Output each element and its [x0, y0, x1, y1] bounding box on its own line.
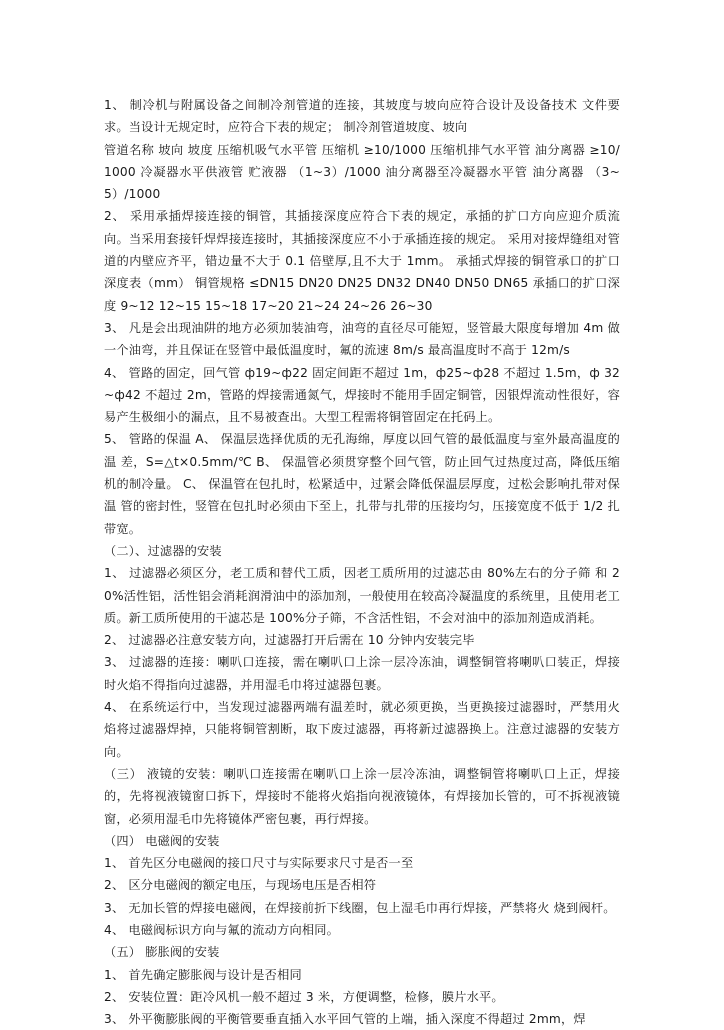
heading-solenoid-valve: （四） 电磁阀的安装: [104, 833, 220, 848]
heading-filter-install: （二）、过滤器的安装: [104, 543, 222, 558]
paragraph-expansion-3: 3、 外平衡膨胀阀的平衡管要垂直插入水平回气管的上端，插入深度不得超过 2mm，焊: [104, 1012, 586, 1027]
heading-expansion-valve: （五） 膨胀阀的安装: [104, 945, 220, 960]
paragraph-solenoid-1: 1、 首先区分电磁阀的接口尺寸与实际要求尺寸是否一至: [104, 856, 414, 871]
paragraph-pipe-insulation: 5、 管路的保温 A、 保温层选择优质的无孔海绵，厚度以回气管的最低温度与室外最高温度的温 差，S=△t×0.5mm/℃ B、 保温管必须贯穿整个回气管，防止回气过热度过高，降低压缩机的制冷量。 C、 保温管在包扎时，松紧适中，过紧会降低保温层厚度，过松会影响扎带对保温 管的密封性，竖管在包扎时必须由下至上，扎带与扎带的压接均匀，压接宽度不低于 1/2 扎带宽。: [104, 432, 620, 536]
paragraph-solenoid-2: 2、 区分电磁阀的额定电压，与现场电压是否相符: [104, 878, 377, 893]
paragraph-oil-trap: 3、 凡是会出现油阱的地方必须加装油弯，油弯的直径尽可能短，竖管最大限度每增加 4m 做一个油弯，并且保证在竖管中最低温度时，氟的流速 8m/s 最高温度时不高于 12m/s: [104, 320, 620, 358]
paragraph-socket-weld-copper: 2、 采用承插焊接连接的铜管，其插接深度应符合下表的规定，承插的扩口方向应迎介质流向。当采用套接钎焊焊接连接时，其插接深度应不小于承插连接的规定。 采用对接焊缝组对管道的内壁应齐平，错边量不大于 0.1 倍壁厚,且不大于 1mm。 承插式焊接的铜管承口的扩口深度表（mm） 铜管规格 ≤DN15 DN20 DN25 DN32 DN40 DN50 DN65 承插口的扩口深度 9~12 12~15 15~18 17~20 21~24 24~26 26~30: [104, 209, 620, 313]
paragraph-filter-1: 1、 过滤器必须区分，老工质和替代工质，因老工质所用的过滤芯由 80%左右的分子筛 和 20%活性铝，活性铝会消耗润滑油中的添加剂，一般使用在较高冷凝温度的系统里，且使用老工质。新工质所使用的干滤芯是 100%分子筛，不含活性铝，不会对油中的添加剂造成消耗。: [104, 566, 620, 625]
paragraph-filter-3: 3、 过滤器的连接：喇叭口连接，需在喇叭口上涂一层冷冻油，调整铜管将喇叭口装正，焊接时火焰不得指向过滤器，并用湿毛巾将过滤器包裹。: [104, 655, 620, 692]
paragraph-refrigerant-pipe-slope: 1、 制冷机与附属设备之间制冷剂管道的连接，其坡度与坡向应符合设计及设备技术 文件要求。当设计无规定时，应符合下表的规定； 制冷剂管道坡度、坡向: [104, 98, 620, 135]
paragraph-slope-table: 管道名称 坡向 坡度 压缩机吸气水平管 压缩机 ≥10/1000 压缩机排气水平管 油分离器 ≥10/1000 冷凝器水平供液管 贮液器 （1~3）/1000 油分离器至冷凝器水平管 油分离器 （3~5）/1000: [104, 142, 620, 202]
paragraph-expansion-1: 1、 首先确定膨胀阀与设计是否相同: [104, 967, 302, 982]
paragraph-solenoid-3: 3、 无加长管的焊接电磁阀，在焊接前折下线圈，包上湿毛巾再行焊接，严禁将火 烧到阀杆。: [104, 900, 616, 915]
paragraph-sight-glass: （三） 液镜的安装：喇叭口连接需在喇叭口上涂一层冷冻油，调整铜管将喇叭口上正，焊接的，先将视液镜窗口拆下，焊接时不能将火焰指向视液镜体，有焊接加长管的，可不拆视液镜窗，必须用湿毛巾先将镜体严密包裹，再行焊接。: [104, 766, 620, 826]
paragraph-filter-2: 2、 过滤器必注意安装方向，过滤器打开后需在 10 分钟内安装完毕: [104, 633, 475, 648]
paragraph-pipe-fixing: 4、 管路的固定，回气管 ф19~ф22 固定间距不超过 1m，ф25~ф28 不超过 1.5m，ф 32~ф42 不超过 2m，管路的焊接需通氮气，焊接时不能用手固定铜管，因银焊流动性很好，容易产生极细小的漏点，且不易被查出。大型工程需将铜管固定在托码上。: [104, 365, 620, 425]
paragraph-solenoid-4: 4、 电磁阀标识方向与氟的流动方向相同。: [104, 922, 340, 937]
paragraph-filter-4: 4、 在系统运行中，当发现过滤器两端有温差时，就必须更换，当更换接过滤器时，严禁用火焰将过滤器焊掉，只能将铜管割断，取下废过滤器，再将新过滤器换上。注意过滤器的安装方向。: [104, 700, 620, 759]
paragraph-expansion-2: 2、 安装位置：距冷风机一般不超过 3 米，方便调整，检修，膜片水平。: [104, 989, 504, 1004]
document-page: [104, 94, 620, 1030]
